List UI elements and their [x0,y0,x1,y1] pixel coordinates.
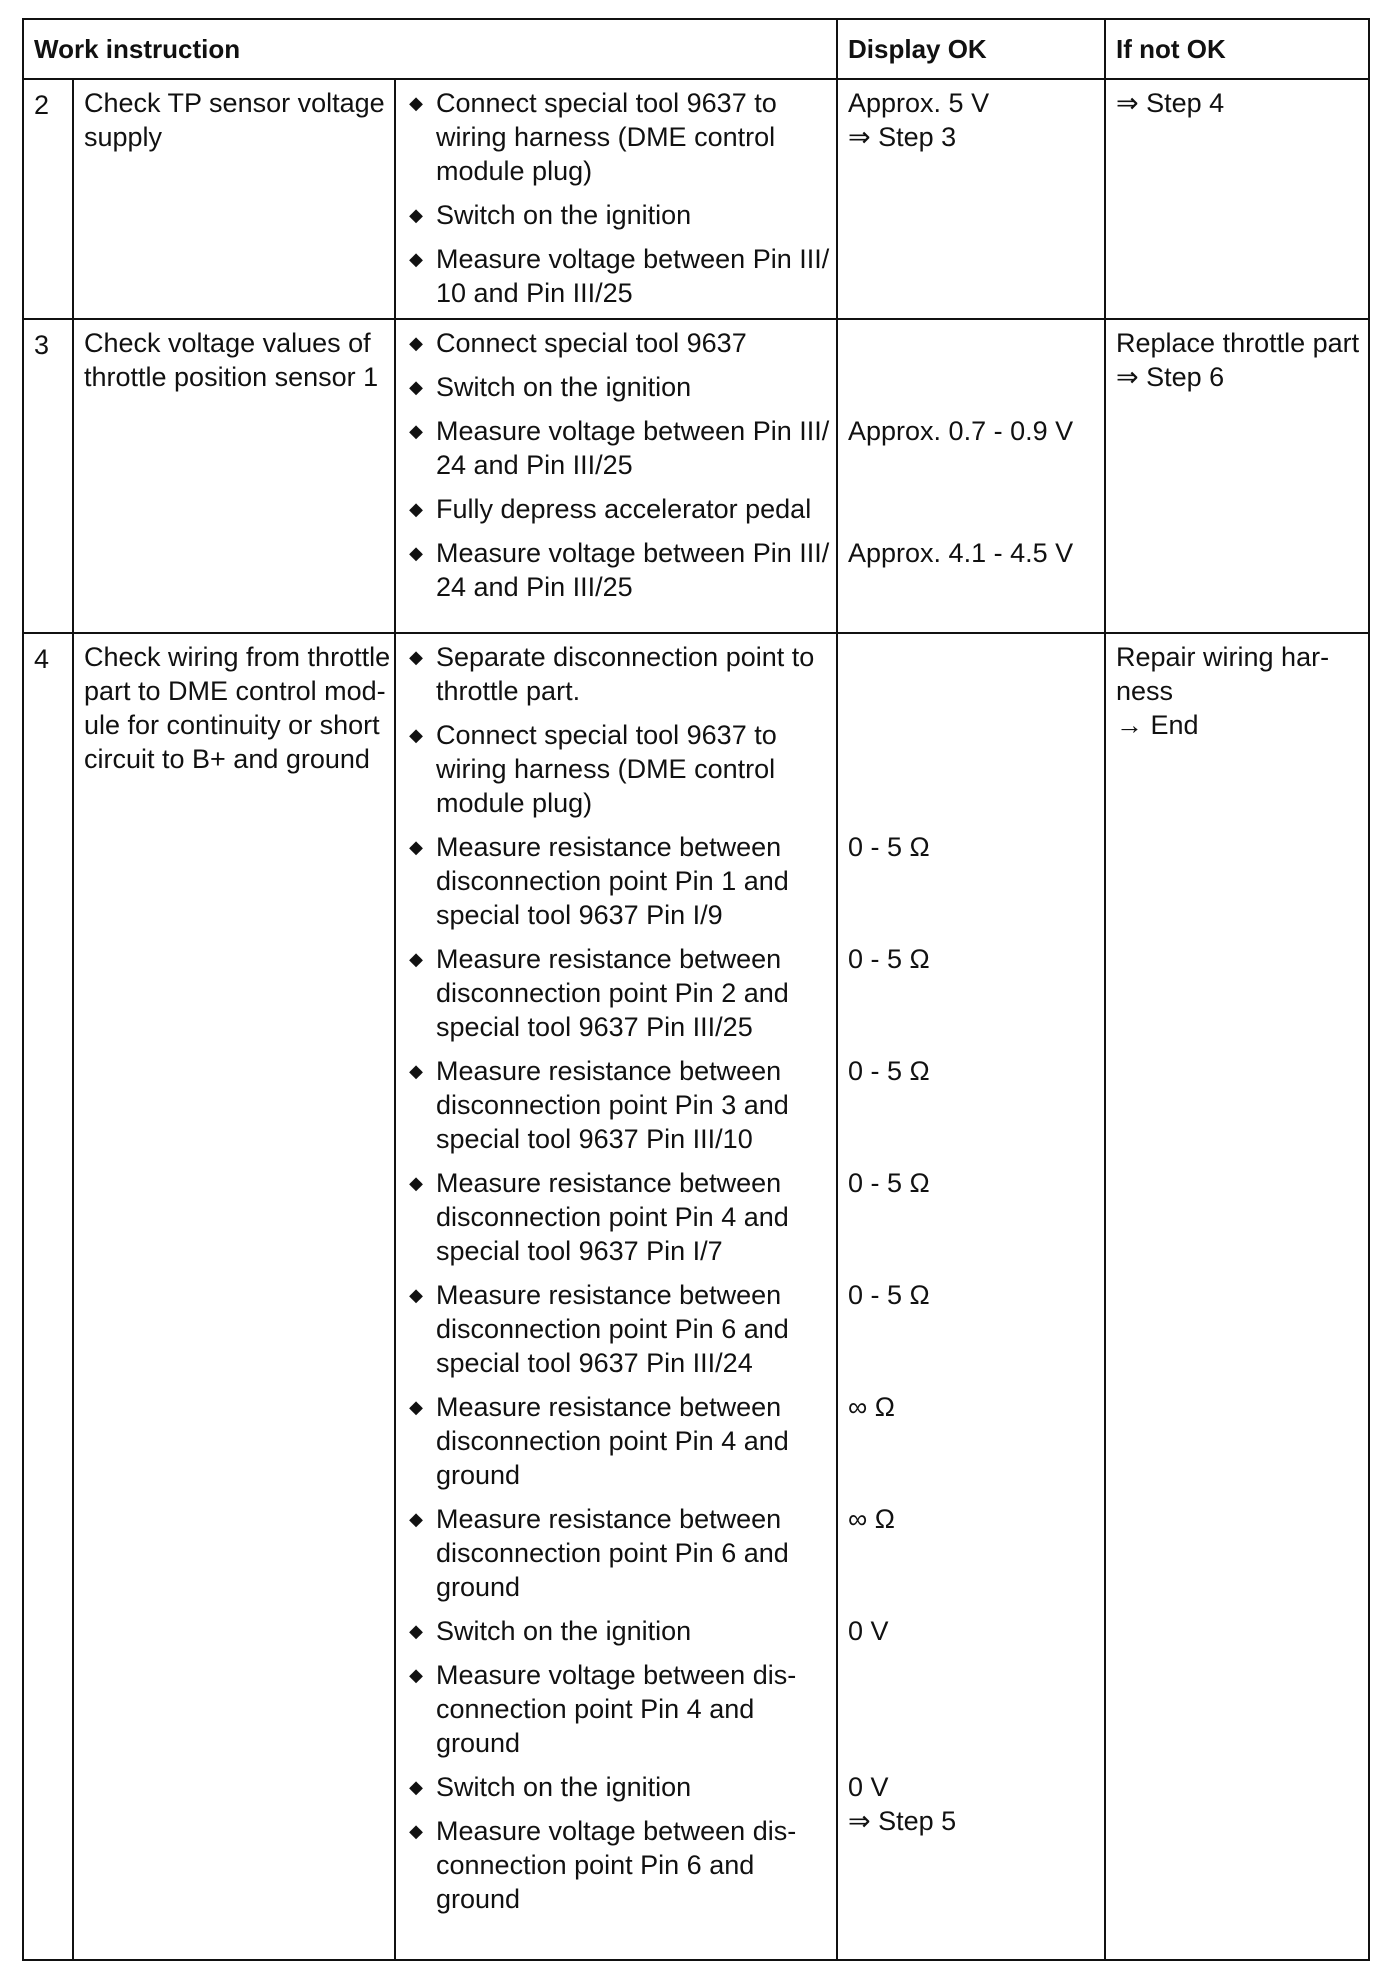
table-header-row [23,19,1369,79]
instruction-item [396,1390,836,1492]
display-ok-line: Approx. 4.1 - 4.5 V [848,538,1074,568]
display-ok-cell [837,633,1105,1960]
bullet-diamond-icon: ◆ [409,249,423,269]
instruction-item [396,86,836,188]
display-ok-line: Approx. 5 V [848,88,990,118]
display-ok-line: 0 - 5 Ω [848,1168,930,1198]
table-row [23,633,1369,1960]
instruction-text [436,1054,836,1156]
display-ok-value [838,198,1104,232]
bullet-diamond-icon: ◆ [409,1397,423,1417]
bullet-diamond-icon: ◆ [409,837,423,857]
instruction-line: Measure resistance between [436,1168,782,1198]
instruction-item [396,1658,836,1760]
bullet-diamond-icon: ◆ [409,543,423,563]
step-description [73,319,395,633]
bullet-diamond-icon: ◆ [409,1285,423,1305]
if-not-ok-line: → End [1116,710,1199,740]
display-ok-value [838,1278,1104,1380]
display-ok-value [838,326,1104,360]
display-ok-line: ⇒ Step 5 [848,1806,957,1836]
instruction-line: special tool 9637 Pin I/7 [436,1236,723,1266]
instruction-line: Measure voltage between dis- [436,1816,797,1846]
step-number: 4 [23,633,73,1960]
instruction-line: disconnection point Pin 6 and [436,1314,789,1344]
instruction-item [396,536,836,604]
instruction-text [436,640,836,708]
instruction-item [396,1770,836,1804]
table-row [23,319,1369,633]
instruction-text [436,1502,836,1604]
header-work-instruction: Work instruction [23,19,837,79]
instruction-line: special tool 9637 Pin III/25 [436,1012,753,1042]
description-line: circuit to B+ and ground [84,744,370,774]
instruction-line: throttle part. [436,676,581,706]
instruction-line: disconnection point Pin 3 and [436,1090,789,1120]
display-ok-value [838,1166,1104,1268]
instruction-text [436,492,836,526]
display-ok-line: 0 V [848,1616,889,1646]
instruction-text [436,830,836,932]
instruction-item [396,830,836,932]
instruction-text [436,414,836,482]
instruction-line: Measure resistance between [436,1392,782,1422]
instruction-text [436,1770,836,1804]
display-ok-line: ⇒ Step 3 [848,122,957,152]
if-not-ok-cell [1105,79,1369,319]
display-ok-value [838,492,1104,526]
instruction-list [395,319,837,633]
bullet-diamond-icon: ◆ [409,1509,423,1529]
work-instruction-table [22,18,1370,1961]
instruction-line: special tool 9637 Pin III/24 [436,1348,753,1378]
instruction-item [396,1278,836,1380]
bullet-diamond-icon: ◆ [409,1665,423,1685]
instruction-line: Measure voltage between Pin III/ [436,538,830,568]
display-ok-value [838,830,1104,932]
instruction-item [396,414,836,482]
instruction-line: Measure voltage between Pin III/ [436,244,830,274]
display-ok-value [838,414,1104,482]
instruction-text [436,536,836,604]
bullet-diamond-icon: ◆ [409,1173,423,1193]
header-if-not-ok: If not OK [1105,19,1369,79]
bullet-diamond-icon: ◆ [409,949,423,969]
instruction-line: Measure resistance between [436,1504,782,1534]
display-ok-line: Approx. 0.7 - 0.9 V [848,416,1074,446]
bullet-diamond-icon: ◆ [409,333,423,353]
instruction-line: ground [436,1884,521,1914]
description-line: ule for continuity or short [84,710,380,740]
instruction-text [436,1658,836,1760]
instruction-line: 24 and Pin III/25 [436,450,633,480]
bullet-diamond-icon: ◆ [409,1621,423,1641]
instruction-line: Measure resistance between [436,832,782,862]
instruction-line: Switch on the ignition [436,1616,692,1646]
display-ok-value [838,242,1104,310]
instruction-line: 10 and Pin III/25 [436,278,633,308]
instruction-item [396,1054,836,1156]
description-line: throttle position sensor 1 [84,362,379,392]
instruction-line: special tool 9637 Pin III/10 [436,1124,753,1154]
instruction-line: Connect special tool 9637 [436,328,747,358]
bullet-diamond-icon: ◆ [409,205,423,225]
if-not-ok-line: Repair wiring har- [1116,642,1330,672]
instruction-text [436,1614,836,1648]
instruction-line: Separate disconnection point to [436,642,815,672]
instruction-line: disconnection point Pin 2 and [436,978,789,1008]
instruction-list [395,79,837,319]
instruction-text [436,370,836,404]
display-ok-value [838,1614,1104,1648]
display-ok-value [838,640,1104,708]
if-not-ok-cell [1105,633,1369,1960]
instruction-line: Connect special tool 9637 to [436,720,777,750]
instruction-text [436,326,836,360]
instruction-text [436,1278,836,1380]
display-ok-value [838,718,1104,820]
display-ok-line: 0 - 5 Ω [848,1056,930,1086]
if-not-ok-line: ness [1116,676,1174,706]
instruction-item [396,198,836,232]
display-ok-line: 0 - 5 Ω [848,832,930,862]
step-number: 3 [23,319,73,633]
bullet-diamond-icon: ◆ [409,377,423,397]
step-description [73,79,395,319]
step-description [73,633,395,1960]
instruction-line: ground [436,1572,521,1602]
instruction-line: Switch on the ignition [436,372,692,402]
header-display-ok: Display OK [837,19,1105,79]
instruction-line: Measure voltage between dis- [436,1660,797,1690]
bullet-diamond-icon: ◆ [409,421,423,441]
display-ok-value [838,1658,1104,1760]
instruction-line: wiring harness (DME control [436,122,776,152]
if-not-ok-line: ⇒ Step 4 [1116,88,1225,118]
bullet-diamond-icon: ◆ [409,499,423,519]
bullet-diamond-icon: ◆ [409,93,423,113]
instruction-line: ground [436,1460,521,1490]
display-ok-line: ∞ Ω [848,1392,895,1422]
display-ok-line: 0 - 5 Ω [848,944,930,974]
instruction-line: Measure resistance between [436,1280,782,1310]
instruction-text [436,1814,836,1916]
instruction-line: module plug) [436,788,593,818]
instruction-line: disconnection point Pin 1 and [436,866,789,896]
instruction-item [396,242,836,310]
bullet-diamond-icon: ◆ [409,1777,423,1797]
instruction-item [396,1814,836,1916]
instruction-text [436,198,836,232]
display-ok-value [838,1390,1104,1492]
instruction-line: connection point Pin 6 and [436,1850,755,1880]
description-line: part to DME control mod- [84,676,386,706]
table-row [23,79,1369,319]
instruction-item [396,942,836,1044]
display-ok-cell [837,319,1105,633]
instruction-line: ground [436,1728,521,1758]
instruction-item [396,1502,836,1604]
instruction-line: disconnection point Pin 4 and [436,1426,789,1456]
description-line: supply [84,122,163,152]
instruction-text [436,718,836,820]
instruction-item [396,718,836,820]
if-not-ok-cell [1105,319,1369,633]
instruction-line: module plug) [436,156,593,186]
description-line: Check TP sensor voltage [84,88,385,118]
instruction-item [396,1614,836,1648]
instruction-line: Switch on the ignition [436,1772,692,1802]
instruction-item [396,492,836,526]
instruction-line: wiring harness (DME control [436,754,776,784]
instruction-item [396,1166,836,1268]
display-ok-value [838,1770,1104,1836]
step-number: 2 [23,79,73,319]
display-ok-value [838,536,1104,604]
display-ok-value [838,86,1104,188]
instruction-line: Measure resistance between [436,1056,782,1086]
description-line: Check voltage values of [84,328,371,358]
if-not-ok-line: Replace throttle part [1116,328,1360,358]
instruction-item [396,370,836,404]
instruction-text [436,1390,836,1492]
instruction-line: disconnection point Pin 6 and [436,1538,789,1568]
bullet-diamond-icon: ◆ [409,647,423,667]
instruction-line: Switch on the ignition [436,200,692,230]
instruction-list [395,633,837,1960]
instruction-line: disconnection point Pin 4 and [436,1202,789,1232]
display-ok-line: 0 V [848,1772,889,1802]
instruction-line: special tool 9637 Pin I/9 [436,900,723,930]
display-ok-value [838,942,1104,1044]
bullet-diamond-icon: ◆ [409,725,423,745]
display-ok-line: ∞ Ω [848,1504,895,1534]
if-not-ok-line: ⇒ Step 6 [1116,362,1225,392]
display-ok-line: 0 - 5 Ω [848,1280,930,1310]
instruction-line: Fully depress accelerator pedal [436,494,812,524]
bullet-diamond-icon: ◆ [409,1061,423,1081]
instruction-line: Connect special tool 9637 to [436,88,777,118]
instruction-item [396,326,836,360]
description-line: Check wiring from throttle [84,642,391,672]
instruction-text [436,86,836,188]
bullet-diamond-icon: ◆ [409,1821,423,1841]
display-ok-value [838,1502,1104,1604]
instruction-text [436,942,836,1044]
instruction-text [436,242,836,310]
display-ok-value [838,1054,1104,1156]
instruction-line: 24 and Pin III/25 [436,572,633,602]
display-ok-value [838,370,1104,404]
instruction-line: Measure resistance between [436,944,782,974]
instruction-line: Measure voltage between Pin III/ [436,416,830,446]
instruction-text [436,1166,836,1268]
instruction-line: connection point Pin 4 and [436,1694,755,1724]
display-ok-cell [837,79,1105,319]
instruction-item [396,640,836,708]
